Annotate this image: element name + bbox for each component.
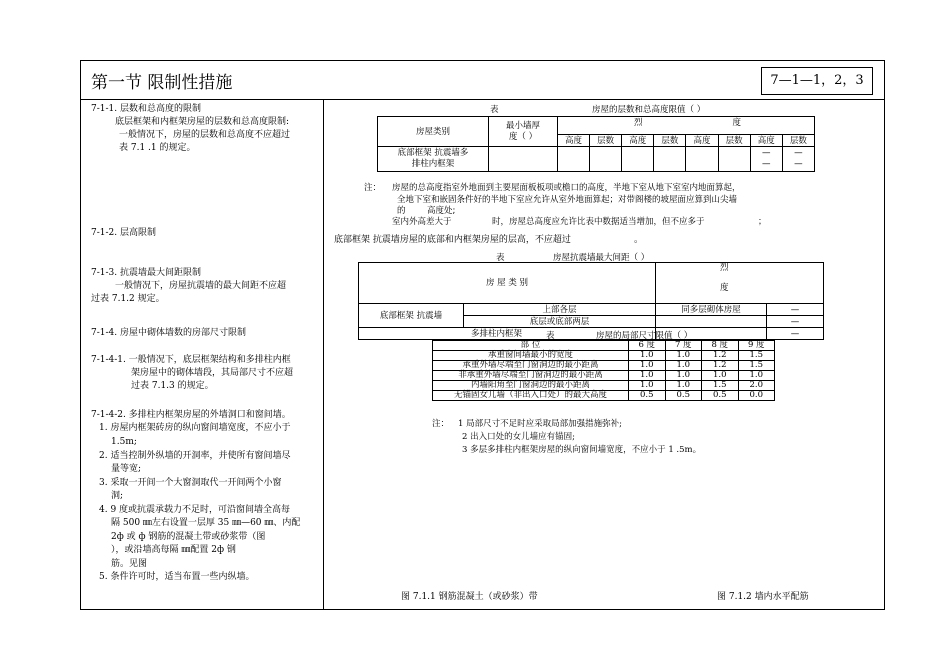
table-cell (750, 147, 782, 172)
table-subheader: 高度 (622, 135, 654, 147)
table-cell: — (767, 304, 824, 316)
table1-caption-label: 表 (490, 105, 499, 115)
table-cell: 1.0 (629, 381, 666, 391)
table-cell-text: 底部框架 抗震墙多 (397, 148, 469, 158)
section-7-1-3-text: 一般情况下，房屋抗震墙的最大间距不应超 (115, 281, 287, 291)
table-row (433, 381, 775, 391)
note-text: ； (758, 217, 767, 227)
list-item: 4. 9 度或抗震承载力不足时，可沿窗间墙全高每 (99, 505, 291, 515)
left-column (81, 99, 323, 609)
table-subheader: 高度 (750, 135, 782, 147)
table1-caption: 房屋的层数和总高度限值（ ） (592, 105, 706, 115)
table-header (656, 263, 824, 294)
table-local-dimensions (432, 340, 775, 401)
table-cell (590, 147, 622, 172)
table-cell: 1.5 (738, 361, 775, 371)
table-cell: 0.0 (738, 391, 775, 401)
section-7-1-4-1-text: 过表 7.1.3 的规定。 (131, 381, 214, 391)
list-item: 量等宽; (111, 464, 142, 474)
table-cell (622, 147, 654, 172)
section-7-1-4-2-title: 7-1-4-2. 多排柱内框架房屋的外墙洞口和窗间墙。 (91, 410, 291, 420)
table-subheader: 高度 (558, 135, 590, 147)
table-header: 部 位 (433, 341, 629, 351)
section-7-1-1-text: 表 7.1 .1 的规定。 (119, 143, 196, 153)
section-7-1-3-title: 7-1-3. 抗震墙最大间距限制 (91, 268, 201, 278)
table-header-text: 最小墙厚 (505, 120, 540, 131)
table-cell-text: — (761, 159, 771, 169)
table-cell: 1.0 (702, 371, 739, 381)
table-header-spacer (656, 293, 824, 304)
table-cell: — (767, 328, 824, 340)
table-cell (686, 147, 718, 172)
table-cell: 1.0 (665, 371, 702, 381)
table-header: 6 度 (629, 341, 666, 351)
section-7-1-4-title: 7-1-4. 房屋中砌体墙数的房部尺寸限制 (91, 328, 246, 338)
figure-caption: 图 7.1.2 墙内水平配筋 (717, 592, 809, 602)
table-cell: 0.5 (629, 391, 666, 401)
page-frame (80, 60, 885, 610)
section-7-1-1-title: 7-1-1. 层数和总高度的限制 (91, 104, 201, 114)
section-7-1-2-title: 7-1-2. 层高限制 (91, 228, 156, 238)
table-cell: 1.0 (629, 361, 666, 371)
table-cell: 0.5 (665, 391, 702, 401)
note-text: 全地下室和嵌固条件好的半地下室应允许从室外地面算起；对带阁楼的坡屋面应算到山尖墙 (397, 195, 738, 205)
table-cell (558, 147, 590, 172)
table-cell: 1.0 (629, 371, 666, 381)
note-label: 注： (432, 419, 450, 429)
table-cell: 1.0 (738, 371, 775, 381)
table-cell (782, 147, 814, 172)
table-cell: 1.2 (702, 361, 739, 371)
note-text: 2 出入口处的女儿墙应有锚固; (462, 432, 575, 442)
table-row-label: 非承重外墙尽端至门窗洞边的最小距离 (433, 371, 629, 381)
story-height-text: 底部框架 抗震墙房屋的底部和内框架房屋的层高，不应超过 (334, 235, 571, 245)
table2-caption: 房屋抗震墙最大间距（ ） (553, 253, 650, 263)
table-cell: 底层或底部两层 (464, 316, 656, 328)
note-text: 时，房屋总高度应允许比表中数据适当增加，但不应多于 (492, 217, 705, 227)
table-cell-text: 排柱内框架 (411, 159, 455, 169)
list-item: 2ф 或 ф 钢筋的混凝土带或砂浆带（图 (111, 532, 266, 542)
list-item: ），或沿墙高每隔 ㎜配置 2ф 钢 (111, 545, 236, 555)
table-cell (654, 147, 686, 172)
section-7-1-4-1-text: 7-1-4-1. 一般情况下，底层框架结构和多排柱内框 (91, 355, 291, 365)
list-item: 5. 条件许可时，适当布置一些内纵墙。 (99, 572, 255, 582)
table-header: 9 度 (738, 341, 775, 351)
table-cell: 2.0 (738, 381, 775, 391)
table-header-text: 度（ ） (508, 131, 538, 142)
table-header (558, 117, 815, 129)
table-cell: 1.0 (665, 381, 702, 391)
table-cell: 1.0 (665, 351, 702, 361)
table3-caption-label: 表 (546, 331, 555, 341)
story-height-text-end: 。 (634, 235, 644, 245)
table-cell-text: — (794, 148, 803, 158)
table3-caption: 房屋的局部尺寸限值（ ） (596, 331, 693, 341)
note-text: 房屋的总高度指室外地面到主要屋面板板项或檐口的高度，半地下室从地下室室内地面算起， (392, 183, 741, 193)
table2-caption-label: 表 (496, 253, 505, 263)
table-cell: 同多层砌体房屋 (656, 304, 767, 316)
table-header-text: 度 (720, 283, 729, 293)
table-cell (718, 147, 750, 172)
table-header-text: 烈 (720, 263, 729, 273)
table-height-limits (377, 116, 815, 172)
table-cell: 1.5 (738, 351, 775, 361)
table-row-label: 内墙阳角至门窗洞边的最小距离 (433, 381, 629, 391)
table-subheader: 层数 (782, 135, 814, 147)
table-header: 8 度 (702, 341, 739, 351)
table-subheader: 层数 (718, 135, 750, 147)
table-row-label: 底部框架 抗震墙 (359, 304, 464, 328)
table-cell: 1.0 (629, 351, 666, 361)
table-cell-text: — (761, 148, 771, 158)
table-cell: 上部各层 (464, 304, 656, 316)
note-label: 注： (364, 183, 382, 193)
section-7-1-3-text: 过表 7.1.2 规定。 (91, 294, 165, 304)
table-cell: 1.5 (702, 381, 739, 391)
table-header: 房 屋 类 别 (359, 263, 656, 304)
list-item: 隔 500 ㎜左右设置一层厚 35 ㎜—60 ㎜、内配 (111, 518, 301, 528)
page-code-box: 7—1—1，2，3 (761, 67, 873, 95)
table-header: 7 度 (665, 341, 702, 351)
table-cell: — (767, 316, 824, 328)
right-column (324, 99, 884, 609)
list-item: 筋。见图 (111, 559, 148, 569)
table-cell: 1.0 (665, 361, 702, 371)
table-cell: 0.5 (702, 391, 739, 401)
table-header: 房屋类别 (378, 117, 489, 147)
table-subheader: 高度 (686, 135, 718, 147)
table-row-label: 多排柱内框架 (359, 328, 656, 340)
note-text: 1 局部尺寸不足时应采取局部加强措施弥补; (458, 419, 622, 429)
list-item: 1. 房屋内框架砖房的纵向窗间墙宽度，不应小于 (99, 423, 291, 433)
figure-caption: 图 7.1.1 钢筋混凝土（或砂浆）带 (401, 592, 538, 602)
table-header-text: 烈 (634, 117, 643, 128)
list-item: 1.5m; (111, 437, 137, 447)
section-7-1-4-1-text: 架房屋中的砌体墙段，其局部尺寸不应超 (131, 368, 294, 378)
table-row (433, 391, 775, 401)
table-row (433, 351, 775, 361)
table-row-label (378, 147, 489, 172)
table-header-text: 度 (732, 117, 742, 128)
table-row-label: 无锚固女儿墙（非出入口处）的最大高度 (433, 391, 629, 401)
table-row-label: 承重窗间墙最小的宽度 (433, 351, 629, 361)
section-7-1-1-text: 一般情况下，房屋的层数和总高度不应超过 (119, 130, 291, 140)
page-header (81, 61, 884, 100)
page-title: 第一节 限制性措施 (91, 73, 233, 93)
section-7-1-1-text: 底层框架和内框架房屋的层数和总高度限制: (115, 117, 290, 127)
list-item: 洞; (111, 491, 124, 501)
note-text: 3 多层多排柱内框架房屋的纵向窗间墙宽度，不应小于 1 .5m。 (462, 445, 702, 455)
table-cell: 1.2 (702, 351, 739, 361)
note-text: 的 (397, 206, 406, 216)
table-cell (489, 147, 558, 172)
table-wall-spacing (358, 262, 824, 340)
note-text: 高度处; (427, 206, 456, 216)
table-cell (656, 316, 767, 328)
note-text: 室内外高差大于 (392, 217, 452, 227)
table-row (433, 361, 775, 371)
table-subheader: 层数 (654, 135, 686, 147)
table-header (489, 117, 558, 147)
list-item: 2. 适当控制外纵墙的开洞率，并使所有窗间墙尽 (99, 451, 291, 461)
table-subheader: 层数 (590, 135, 622, 147)
list-item: 3. 采取一开间一个大窗洞取代一开间两个小窗 (99, 478, 282, 488)
table-cell-text: — (794, 159, 803, 169)
table-row-label: 承重外墙尽端至门窗洞边的最小距离 (433, 361, 629, 371)
table-row (433, 371, 775, 381)
